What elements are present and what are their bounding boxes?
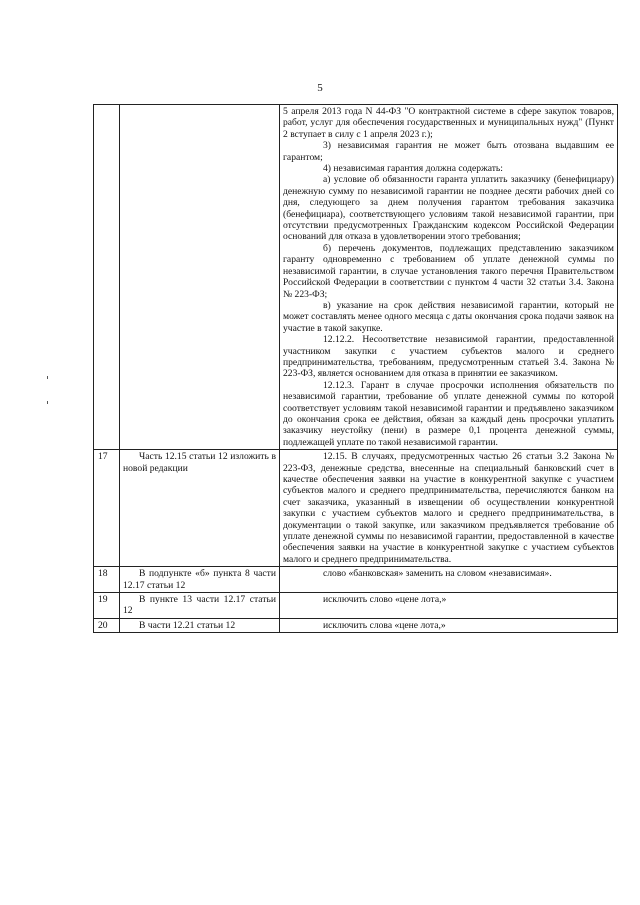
table-row (94, 567, 618, 593)
row-number: 20 (94, 618, 120, 632)
text-cell (280, 618, 618, 632)
table-row (94, 593, 618, 619)
text-cell (280, 593, 618, 619)
instruction-cell (120, 567, 280, 593)
instruction-cell (120, 450, 280, 567)
paragraph: 4) независимая гарантия должна содержать: (323, 163, 503, 175)
page-number: 5 (317, 82, 323, 94)
row-number-cell (94, 105, 120, 450)
row-number: 18 (94, 567, 120, 593)
paragraph: в) указание на срок действия независимой гарантии, который не может составлять менее одного месяца с даты окончания срока подачи заявок на участие в такой закупке. (283, 299, 614, 334)
text-cell (280, 567, 618, 593)
row-number: 17 (94, 450, 120, 567)
instruction-cell (120, 105, 280, 450)
amendments-table (93, 104, 618, 633)
paragraph: 12.15. В случаях, предусмотренных частью 26 статьи 3.2 Закона № 223-ФЗ, денежные средства, внесенные на специальный банковский счет в качестве обеспечения заявки на участие в конкурентной закупке с участием субъектов малого и среднего предпринимательства, перечисляются банком на счет заказчика, указанный в извещении об осуществлении конкурентной закупки с участием субъектов малого и среднего предпринимательства, в документации о такой закупке, или заказчиком предъявляется требование об уплате денежной суммы по независимой гарантии, предоставленной в качестве обеспечения заявки на участие в конкурентной закупке с участием субъектов малого и среднего предпринимательства. (283, 451, 614, 565)
paragraph: 12.12.3. Гарант в случае просрочки исполнения обязательств по независимой гарантии, требование об уплате денежной суммы по которой соответствует условиям такой независимой гарантии и предъявлено заказчиком до окончания срока ее действия, обязан за каждый день просрочки уплатить заказчику неустойку (пени) в размере 0,1 процента денежной суммы, подлежащей уплате по такой независимой гарантии. (283, 379, 614, 448)
paragraph: 12.12.2. Несоответствие независимой гарантии, предоставленной участником закупки с участием субъектов малого и среднего предпринимательства, требованиям, предусмотренным статьей 3.4. Закона № 223-ФЗ, является основанием для отказа в принятии ее заказчиком. (283, 334, 614, 380)
table-row (94, 450, 618, 567)
instruction-text: В пункте 13 части 12.17 статьи 12 (123, 594, 276, 617)
instruction-text: Часть 12.15 статьи 12 изложить в новой редакции (123, 451, 276, 474)
margin-mark (47, 376, 48, 379)
paragraph: слово «банковская» заменить на словом «независимая». (323, 568, 552, 580)
table-row (94, 618, 618, 632)
margin-mark (47, 401, 48, 404)
text-cell (280, 450, 618, 567)
paragraph: а) условие об обязанности гаранта уплатить заказчику (бенефициару) денежную сумму по независимой гарантии не позднее десяти рабочих дней со дня, следующего за днем получения гарантом требования заказчика (бенефициара), соответствующего условиям такой независимой гарантии, при отсутствии предусмотренных Гражданским кодексом Российской Федерации оснований для отказа в удовлетворении этого требования; (283, 174, 614, 243)
row-number: 19 (94, 593, 120, 619)
text-cell (280, 105, 618, 450)
table-row (94, 105, 618, 450)
instruction-text: В части 12.21 статьи 12 (139, 619, 236, 631)
paragraph: исключить слова «цене лота,» (323, 619, 446, 631)
paragraph: 5 апреля 2013 года N 44-ФЗ "О контрактной системе в сфере закупок товаров, работ, услуг для обеспечения государственных и муниципальных нужд" (Пункт 2 вступает в силу с 1 апреля 2023 г.); (283, 106, 614, 140)
paragraph: 3) независимая гарантия не может быть отозвана выдавшим ее гарантом; (283, 140, 614, 163)
instruction-cell (120, 593, 280, 619)
paragraph: б) перечень документов, подлежащих представлению заказчиком гаранту одновременно с требованием об уплате денежной суммы по независимой гарантии, в случае установления такого перечня Правительством Российской Федерации в соответствии с пунктом 4 части 32 статьи 3.4. Закона № 223-ФЗ; (283, 242, 614, 300)
instruction-cell (120, 618, 280, 632)
paragraph: исключить слово «цене лота,» (323, 594, 447, 606)
instruction-text: В подпункте «б» пункта 8 части 12.17 статьи 12 (123, 568, 276, 591)
